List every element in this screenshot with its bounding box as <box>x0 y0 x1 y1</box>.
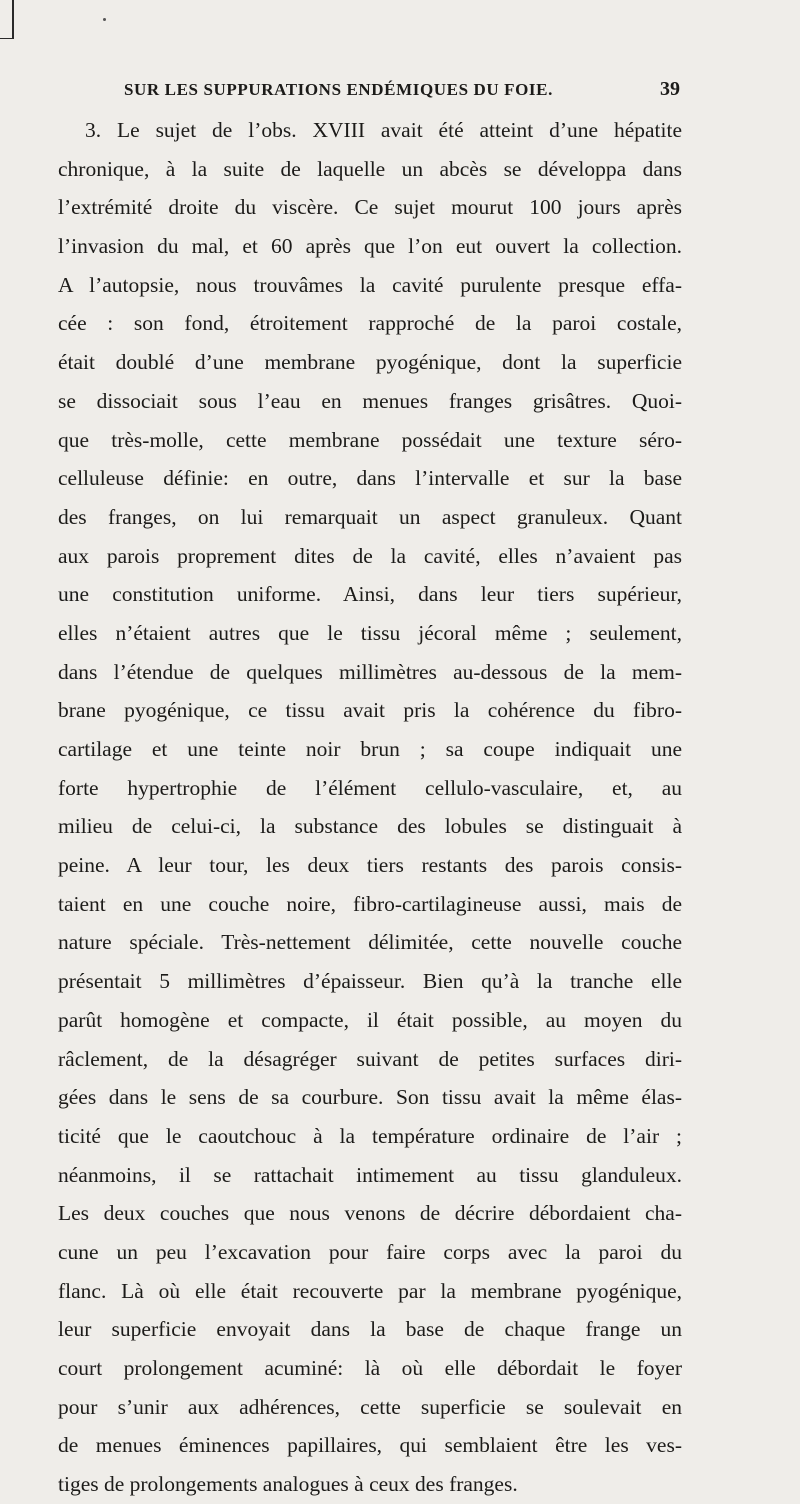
page-number: 39 <box>660 78 680 100</box>
running-head <box>124 80 680 108</box>
text-line: tiges de prolongements analogues à ceux des franges. <box>58 1472 518 1497</box>
text-line: Les deux couches que nous venons de décrire débordaient cha- <box>58 1201 682 1226</box>
page-edge-mark <box>0 0 14 39</box>
text-line: présentait 5 millimètres d’épaisseur. Bien qu’à la tranche elle <box>58 969 682 994</box>
text-line: pour s’unir aux adhérences, cette superficie se soulevait en <box>58 1394 682 1419</box>
text-line: flanc. Là où elle était recouverte par la membrane pyogénique, <box>58 1278 682 1303</box>
text-line: chronique, à la suite de laquelle un abcès se développa dans <box>58 156 682 181</box>
text-line: l’extrémité droite du viscère. Ce sujet mourut 100 jours après <box>58 195 682 220</box>
text-line: râclement, de la désagréger suivant de petites surfaces diri- <box>58 1046 682 1071</box>
text-line: leur superficie envoyait dans la base de chaque frange un <box>58 1317 682 1342</box>
text-line: une constitution uniforme. Ainsi, dans leur tiers supérieur, <box>58 582 682 607</box>
text-line: aux parois proprement dites de la cavité, elles n’avaient pas <box>58 543 682 568</box>
text-line: nature spéciale. Très-nettement délimitée, cette nouvelle couche <box>58 930 682 955</box>
body-paragraph <box>58 111 682 1504</box>
text-line: dans l’étendue de quelques millimètres au-dessous de la mem- <box>58 659 682 684</box>
text-line: que très-molle, cette membrane possédait une texture séro- <box>58 427 682 452</box>
text-line: ticité que le caoutchouc à la température ordinaire de l’air ; <box>58 1123 682 1148</box>
text-line: était doublé d’une membrane pyogénique, dont la superficie <box>58 350 682 375</box>
text-line: elles n’étaient autres que le tissu jécoral même ; seulement, <box>58 620 682 645</box>
text-line: des franges, on lui remarquait un aspect granuleux. Quant <box>58 504 682 529</box>
text-line: taient en une couche noire, fibro-cartilagineuse aussi, mais de <box>58 891 682 916</box>
text-line: néanmoins, il se rattachait intimement au tissu glanduleux. <box>58 1162 682 1187</box>
text-line: cée : son fond, étroitement rapproché de la paroi costale, <box>58 311 682 336</box>
text-line: forte hypertrophie de l’élément cellulo-vasculaire, et, au <box>58 775 682 800</box>
text-line: brane pyogénique, ce tissu avait pris la cohérence du fibro- <box>58 698 682 723</box>
text-line: milieu de celui-ci, la substance des lobules se distinguait à <box>58 814 682 839</box>
text-line: parût homogène et compacte, il était possible, au moyen du <box>58 1007 682 1032</box>
text-line: 3. Le sujet de l’obs. XVIII avait été atteint d’une hépatite <box>85 118 682 142</box>
text-line: se dissociait sous l’eau en menues franges grisâtres. Quoi- <box>58 388 682 413</box>
text-line: gées dans le sens de sa courbure. Son tissu avait la même élas- <box>58 1085 682 1110</box>
running-title: SUR LES SUPPURATIONS ENDÉMIQUES DU FOIE. <box>124 80 553 99</box>
text-line: court prolongement acuminé: là où elle débordait le foyer <box>58 1356 682 1380</box>
text-line: de menues éminences papillaires, qui semblaient être les ves- <box>58 1433 682 1458</box>
text-line: celluleuse définie: en outre, dans l’intervalle et sur la base <box>58 466 682 491</box>
text-line: peine. A leur tour, les deux tiers restants des parois consis- <box>58 853 682 878</box>
text-line: cartilage et une teinte noir brun ; sa coupe indiquait une <box>58 737 682 761</box>
print-speck <box>103 18 106 21</box>
text-line: A l’autopsie, nous trouvâmes la cavité purulente presque effa- <box>58 272 682 297</box>
text-line: l’invasion du mal, et 60 après que l’on eut ouvert la collection. <box>58 234 682 259</box>
text-line: cune un peu l’excavation pour faire corps avec la paroi du <box>58 1239 682 1264</box>
